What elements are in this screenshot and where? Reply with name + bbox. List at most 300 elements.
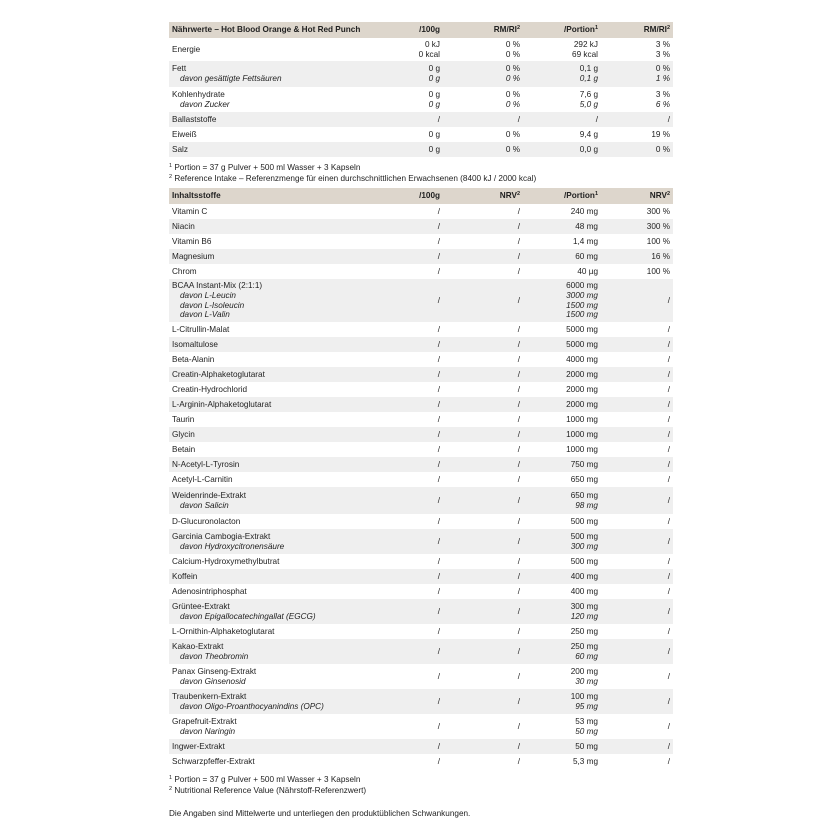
ingredient-cell-c1 [399,487,443,514]
nutrition-cell-c2 [443,87,523,112]
cell-value: / [437,556,440,566]
ingredient-cell-c4 [601,279,673,322]
cell-value: 500 mg [570,516,598,526]
row-label: Adenosintriphosphat [172,586,247,596]
ingredient-cell-name [169,472,399,487]
ingredient-cell-c3 [523,397,601,412]
cell-value: 400 mg [570,571,598,581]
ingredient-cell-c2 [443,739,523,754]
ingredient-cell-c4 [601,714,673,739]
row-sublabel: davon L-Isoleucin [180,300,245,310]
cell-value: / [437,474,440,484]
ingredient-cell-c3 [523,584,601,599]
nutrition-cell-c4 [601,61,673,87]
ingredient-cell-c1 [399,204,443,219]
cell-value: 69 kcal [572,49,598,59]
cell-value: / [667,646,670,656]
ingredient-row [169,457,673,472]
ingredient-cell-c2 [443,569,523,584]
ingredient-row [169,689,673,714]
row-label: Panax Ginseng-Extrakt [172,666,257,676]
ingredient-col-header-0 [169,188,399,204]
cell-value: / [667,339,670,349]
ingredient-cell-c1 [399,457,443,472]
ingredient-cell-c2 [443,487,523,514]
ingredient-cell-c4 [601,664,673,689]
ingredient-cell-c2 [443,427,523,442]
ingredient-cell-name [169,599,399,624]
ingredient-cell-c4 [601,569,673,584]
nutrition-cell-c3 [523,38,601,61]
cell-value: / [667,474,670,484]
cell-value: 1000 mg [566,429,598,439]
row-label: Beta-Alanin [172,354,215,364]
nutrition-row [169,61,673,87]
ingredient-cell-name [169,382,399,397]
row-label: Fett [172,64,187,74]
cell-value: 0 % [655,64,670,74]
ingredient-cell-c4 [601,322,673,337]
cell-value: 5000 mg [566,324,598,334]
ingredient-cell-c1 [399,234,443,249]
ingredient-cell-c3 [523,664,601,689]
ingredient-cell-c2 [443,554,523,569]
ingredient-row [169,382,673,397]
cell-value: / [517,251,520,261]
ingredient-row [169,249,673,264]
ingredient-col-header-label: NRV [499,191,517,201]
cell-value: / [437,414,440,424]
nutrition-cell-c4 [601,87,673,112]
ingredient-cell-c3 [523,457,601,472]
ingredient-cell-c3 [523,487,601,514]
cell-value: / [517,586,520,596]
nutrition-col-header-2 [443,22,523,38]
cell-value: / [437,295,440,305]
ingredient-row [169,412,673,427]
ingredient-cell-c4 [601,264,673,279]
ingredient-row [169,569,673,584]
ingredient-cell-c3 [523,367,601,382]
cell-value: 200 mg [570,666,598,676]
ingredient-cell-c1 [399,689,443,714]
ingredient-cell-name [169,279,399,322]
cell-value: 300 mg [570,541,598,551]
nutrition-cell-name [169,142,399,157]
cell-value: 1500 mg [566,310,598,320]
cell-value: 60 mg [575,251,598,261]
footnote [169,163,673,174]
cell-value: / [517,324,520,334]
cell-value: / [437,721,440,731]
ingredient-cell-name [169,689,399,714]
ingredient-cell-c3 [523,322,601,337]
cell-value: / [437,339,440,349]
cell-value: / [517,206,520,216]
cell-value: / [517,339,520,349]
ingredient-cell-c4 [601,584,673,599]
cell-value: / [667,384,670,394]
cell-value: 100 % [646,266,670,276]
ingredient-cell-c2 [443,714,523,739]
ingredient-cell-c2 [443,599,523,624]
ingredients-table-header [169,188,673,204]
ingredient-cell-name [169,639,399,664]
cell-value: 1000 mg [566,414,598,424]
nutrition-table [169,22,673,157]
cell-value: / [437,536,440,546]
nutrition-col-header-4 [601,22,673,38]
row-label: Weidenrinde-Extrakt [172,490,247,500]
row-label: N-Acetyl-L-Tyrosin [172,459,240,469]
ingredient-cell-c4 [601,412,673,427]
ingredient-cell-c3 [523,714,601,739]
ingredient-cell-c2 [443,639,523,664]
row-sublabel: davon Naringin [180,726,236,736]
nutrition-row [169,112,673,127]
ingredient-cell-c3 [523,569,601,584]
cell-value: 95 mg [575,701,598,711]
row-label: Kohlenhydrate [172,89,225,99]
row-label: Ingwer-Extrakt [172,741,225,751]
nutrition-row [169,38,673,61]
ingredient-row [169,487,673,514]
cell-value: 0 g [428,89,440,99]
cell-value: / [667,429,670,439]
cell-value: / [667,495,670,505]
cell-value: 650 mg [570,474,598,484]
nutrition-row [169,127,673,142]
ingredient-cell-c1 [399,279,443,322]
cell-value: 0 % [505,49,520,59]
cell-value: / [437,696,440,706]
ingredient-cell-c2 [443,397,523,412]
cell-value: / [667,671,670,681]
row-label: Energie [172,44,201,54]
cell-value: / [517,369,520,379]
footnote-marker: 1 [594,25,598,32]
ingredient-cell-c3 [523,624,601,639]
ingredient-cell-c2 [443,664,523,689]
ingredient-cell-c3 [523,264,601,279]
ingredient-cell-c1 [399,739,443,754]
cell-value: / [667,324,670,334]
ingredient-cell-c2 [443,337,523,352]
cell-value: / [437,586,440,596]
ingredient-cell-c3 [523,472,601,487]
nutrition-document [169,22,673,820]
ingredient-cell-c2 [443,249,523,264]
cell-value: 3 % [655,49,670,59]
cell-value: 5000 mg [566,339,598,349]
cell-value: 2000 mg [566,369,598,379]
cell-value: 0 g [428,99,440,109]
cell-value: / [517,556,520,566]
nutrition-cell-c3 [523,127,601,142]
cell-value: / [437,221,440,231]
cell-value: / [437,444,440,454]
cell-value: 0 g [428,129,440,139]
cell-value: / [517,414,520,424]
ingredient-cell-c4 [601,204,673,219]
ingredient-row [169,714,673,739]
cell-value: 1000 mg [566,444,598,454]
cell-value: / [517,626,520,636]
ingredient-col-header-label: /100g [419,191,440,201]
cell-value: / [667,459,670,469]
row-sublabel: davon L-Leucin [180,290,236,300]
ingredient-cell-name [169,337,399,352]
ingredient-cell-c2 [443,322,523,337]
ingredient-cell-c1 [399,664,443,689]
ingredient-cell-c4 [601,352,673,367]
cell-value: 0 % [505,89,520,99]
ingredient-cell-c2 [443,472,523,487]
cell-value: / [667,295,670,305]
ingredient-cell-c3 [523,279,601,322]
nutrition-col-header-label: /Portion [564,25,595,35]
cell-value: / [517,721,520,731]
cell-value: / [667,354,670,364]
cell-value: 300 % [646,206,670,216]
ingredient-cell-c2 [443,264,523,279]
ingredient-cell-c1 [399,514,443,529]
row-sublabel: davon L-Valin [180,310,230,320]
cell-value: / [517,399,520,409]
footnote [169,174,673,185]
cell-value: 30 mg [575,676,598,686]
cell-value: 53 mg [575,716,598,726]
ingredient-cell-c4 [601,219,673,234]
nutrition-cell-c3 [523,61,601,87]
ingredient-cell-c2 [443,234,523,249]
footnote-marker: 2 [169,785,173,792]
ingredient-cell-name [169,457,399,472]
row-label: Acetyl-L-Carnitin [172,474,233,484]
ingredient-cell-c1 [399,219,443,234]
row-label: Niacin [172,221,195,231]
ingredient-cell-c4 [601,754,673,769]
cell-value: 5,3 mg [572,756,598,766]
cell-value: 19 % [651,129,670,139]
ingredient-cell-c1 [399,624,443,639]
cell-value: 0 g [428,64,440,74]
nutrition-cell-c1 [399,38,443,61]
ingredient-cell-c2 [443,584,523,599]
ingredient-cell-name [169,624,399,639]
cell-value: 650 mg [570,490,598,500]
ingredient-row [169,584,673,599]
cell-value: / [437,495,440,505]
ingredient-cell-c4 [601,457,673,472]
ingredient-cell-name [169,397,399,412]
ingredient-cell-c2 [443,367,523,382]
cell-value: 50 mg [575,726,598,736]
nutrition-cell-c2 [443,127,523,142]
cell-value: / [437,324,440,334]
cell-value: / [517,606,520,616]
cell-value: / [667,444,670,454]
nutrition-cell-c4 [601,142,673,157]
ingredient-cell-c1 [399,554,443,569]
cell-value: / [517,444,520,454]
ingredient-cell-c3 [523,382,601,397]
ingredient-row [169,554,673,569]
ingredients-footnotes [169,775,673,796]
row-label: Grüntee-Extrakt [172,601,230,611]
ingredient-cell-c3 [523,352,601,367]
ingredient-cell-c1 [399,322,443,337]
cell-value: 7,6 g [579,89,598,99]
ingredient-cell-c2 [443,514,523,529]
ingredient-cell-c3 [523,639,601,664]
cell-value: / [517,459,520,469]
ingredient-cell-c3 [523,514,601,529]
ingredient-cell-c3 [523,754,601,769]
ingredient-col-header-4 [601,188,673,204]
ingredient-cell-c4 [601,249,673,264]
cell-value: / [517,741,520,751]
cell-value: 0,0 g [579,144,598,154]
row-label: Isomaltulose [172,339,218,349]
ingredient-col-header-label: /Portion [564,191,595,201]
cell-value: 120 mg [570,611,598,621]
row-label: Chrom [172,266,197,276]
cell-value: 40 µg [577,266,598,276]
cell-value: 50 mg [575,741,598,751]
ingredient-col-header-2 [443,188,523,204]
footnote-marker: 2 [169,173,173,180]
ingredient-cell-name [169,352,399,367]
nutrition-cell-c1 [399,127,443,142]
cell-value: / [667,516,670,526]
cell-value: 0 % [505,144,520,154]
ingredient-cell-c1 [399,367,443,382]
ingredient-cell-c4 [601,554,673,569]
cell-value: / [517,696,520,706]
ingredient-row [169,234,673,249]
ingredient-cell-c4 [601,529,673,554]
ingredient-cell-c4 [601,599,673,624]
ingredient-row [169,337,673,352]
cell-value: / [437,571,440,581]
cell-value: / [517,221,520,231]
cell-value: 100 mg [570,691,598,701]
footnote-marker: 2 [516,25,520,32]
cell-value: / [517,295,520,305]
ingredient-cell-c3 [523,412,601,427]
cell-value: / [517,671,520,681]
cell-value: / [517,756,520,766]
cell-value: / [517,495,520,505]
ingredient-cell-c3 [523,442,601,457]
nutrition-cell-c1 [399,112,443,127]
ingredient-cell-c1 [399,352,443,367]
cell-value: / [667,556,670,566]
row-label: Betain [172,444,196,454]
cell-value: / [667,721,670,731]
nutrition-footnotes [169,163,673,184]
ingredient-cell-name [169,249,399,264]
ingredient-cell-name [169,487,399,514]
cell-value: 300 mg [570,601,598,611]
cell-value: / [595,114,598,124]
nutrition-cell-c2 [443,142,523,157]
ingredient-cell-c1 [399,427,443,442]
row-label: Taurin [172,414,195,424]
footnote [169,786,673,797]
ingredient-cell-c3 [523,689,601,714]
cell-value: / [667,696,670,706]
footnote-text: Portion = 37 g Pulver + 500 ml Wasser + 3 Kapseln [174,163,361,172]
nutrition-cell-name [169,61,399,87]
ingredient-cell-c1 [399,442,443,457]
nutrition-col-header-1 [399,22,443,38]
ingredient-row [169,204,673,219]
footnote-text: Reference Intake – Referenzmenge für einen durchschnittlichen Erwachsenen (8400 kJ / 2000 kcal) [174,173,537,183]
row-label: L-Citrullin-Malat [172,324,230,334]
ingredient-cell-name [169,584,399,599]
row-label: Glycin [172,429,195,439]
ingredient-cell-c1 [399,569,443,584]
footnote-marker: 2 [666,191,670,198]
cell-value: 0,1 g [579,74,598,83]
ingredient-row [169,427,673,442]
footnote-marker: 1 [594,191,598,198]
ingredient-row [169,529,673,554]
ingredient-col-header-label: NRV [649,191,667,201]
row-sublabel: davon gesättigte Fettsäuren [180,74,282,83]
disclaimer: Die Angaben sind Mittelwerte und unterliegen den produktüblichen Schwankungen. [169,809,471,818]
cell-value: / [667,626,670,636]
cell-value: 500 mg [570,531,598,541]
cell-value: / [667,756,670,766]
nutrition-row [169,142,673,157]
nutrition-cell-name [169,87,399,112]
ingredient-cell-c1 [399,382,443,397]
ingredient-row [169,442,673,457]
ingredient-cell-c1 [399,584,443,599]
row-label: BCAA Instant-Mix (2:1:1) [172,281,263,291]
cell-value: / [517,114,520,124]
cell-value: / [437,516,440,526]
cell-value: 9,4 g [579,129,598,139]
ingredient-cell-c4 [601,397,673,412]
row-label: Creatin-Hydrochlorid [172,384,248,394]
nutrition-col-header-label: /100g [419,25,440,35]
row-label: Creatin-Alphaketoglutarat [172,369,265,379]
cell-value: / [667,586,670,596]
nutrition-cell-c2 [443,61,523,87]
ingredient-row [169,639,673,664]
ingredient-cell-c2 [443,219,523,234]
ingredient-cell-c3 [523,249,601,264]
cell-value: / [437,206,440,216]
cell-value: / [517,474,520,484]
cell-value: 292 kJ [573,39,598,49]
row-label: Eiweiß [172,129,197,139]
row-label: Grapefruit-Extrakt [172,716,237,726]
cell-value: 250 mg [570,641,598,651]
cell-value: / [437,671,440,681]
ingredient-cell-c1 [399,397,443,412]
row-label: Vitamin B6 [172,236,212,246]
ingredient-cell-c4 [601,234,673,249]
cell-value: / [437,251,440,261]
ingredient-cell-c1 [399,249,443,264]
nutrition-table-header [169,22,673,38]
cell-value: / [517,516,520,526]
